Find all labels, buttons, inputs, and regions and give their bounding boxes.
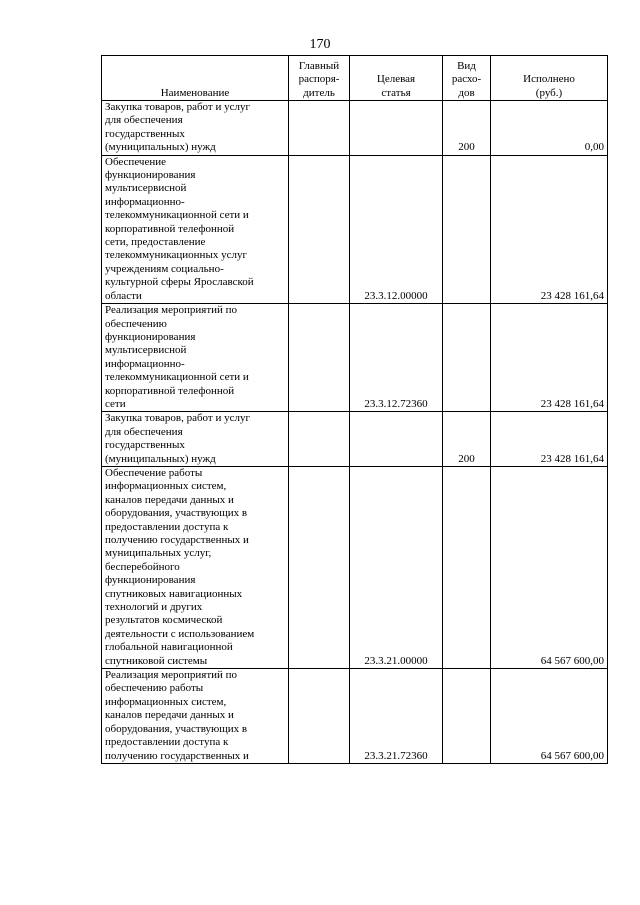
cell-amount: 64 567 600,00 [491,466,608,668]
cell-kind: 200 [443,412,491,467]
cell-kind [443,155,491,303]
cell-manager [289,669,350,764]
cell-amount: 23 428 161,64 [491,304,608,412]
header-executed: Исполнено (руб.) [491,56,608,101]
header-name: Наименование [102,56,289,101]
cell-name: Реализация мероприятий по обеспечению работы информационных систем, каналов передачи данных и оборудования, участвующих в предоставлении доступа к получению государственных и [102,669,289,764]
table-row [102,669,608,764]
table-header [102,56,608,101]
cell-manager [289,155,350,303]
table-row [102,412,608,467]
page-number: 170 [309,37,331,52]
cell-amount: 23 428 161,64 [491,412,608,467]
cell-target [350,101,443,156]
cell-manager [289,412,350,467]
cell-amount: 0,00 [491,101,608,156]
cell-amount: 64 567 600,00 [491,669,608,764]
cell-name: Реализация мероприятий по обеспечению функционирования мультисервисной информационно- телекоммуникационной сети и корпоративной телефонной сети [102,304,289,412]
cell-amount: 23 428 161,64 [491,155,608,303]
cell-target: 23.3.21.72360 [350,669,443,764]
cell-target [350,412,443,467]
cell-target: 23.3.21.00000 [350,466,443,668]
cell-manager [289,304,350,412]
cell-manager [289,101,350,156]
cell-kind [443,304,491,412]
budget-table [101,55,608,764]
header-expense-type: Вид расхо- дов [443,56,491,101]
table-row [102,155,608,303]
header-main-manager: Главный распоря- дитель [289,56,350,101]
cell-name: Закупка товаров, работ и услуг для обеспечения государственных (муниципальных) нужд [102,412,289,467]
table-row [102,466,608,668]
cell-kind [443,466,491,668]
table-row [102,101,608,156]
table-row [102,304,608,412]
cell-kind: 200 [443,101,491,156]
cell-name: Обеспечение работы информационных систем, каналов передачи данных и оборудования, участвующих в предоставлении доступа к получению государственных и муниципальных услуг, бесперебойного функционирования спутниковых навигационных технологий и других результатов космической деятельности с использованием глобальной навигационной спутниковой системы [102,466,289,668]
cell-target: 23.3.12.00000 [350,155,443,303]
cell-name: Закупка товаров, работ и услуг для обеспечения государственных (муниципальных) нужд [102,101,289,156]
header-target-article: Целевая статья [350,56,443,101]
cell-target: 23.3.12.72360 [350,304,443,412]
cell-manager [289,466,350,668]
cell-name: Обеспечение функционирования мультисервисной информационно- телекоммуникационной сети и корпоративной телефонной сети, предоставление телекоммуникационных услуг учреждениям социально- культурной сферы Ярославской области [102,155,289,303]
header-row [102,56,608,101]
cell-kind [443,669,491,764]
